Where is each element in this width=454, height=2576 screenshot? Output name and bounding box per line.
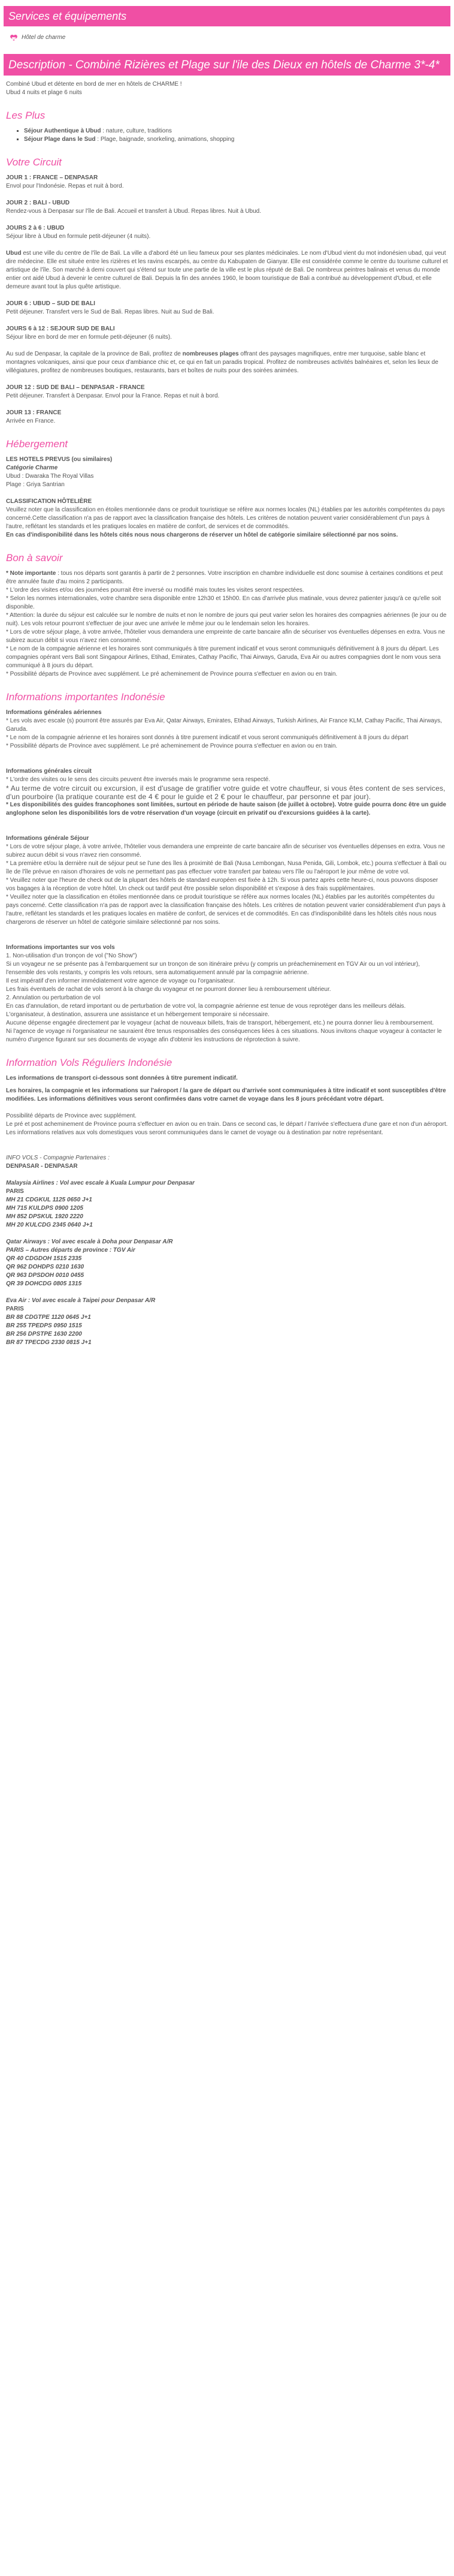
- guide-note: * Les disponibilités des guides francophones sont limitées, surtout en période de haute saison (de juillet à octobre). Votre guide pourra donc être un guide anglophone selon les disponibilités lors de votre réservation d'un voyage (circuit en privatif ou d'excursions guidées à la carte).: [6, 802, 446, 817]
- day-heading: JOUR 12 : SUD DE BALI – DENPASAR - FRANCE: [6, 384, 145, 391]
- flight-line: QR 39 DOHCDG 0805 1315: [6, 1281, 82, 1287]
- vols-info-title: Informations importantes sur vos vols: [6, 944, 115, 951]
- intro: [0, 80, 454, 97]
- flight-line: QR 962 DOHDPS 0210 1630: [6, 1264, 84, 1270]
- intro-line: Combiné Ubud et détente en bord de mer en hôtels de CHARME !: [6, 81, 182, 88]
- vols-paragraph: Possibilité départs de Province avec supplément.: [6, 1113, 137, 1119]
- hotel-charm-icon: [10, 34, 18, 41]
- infos-section: [0, 691, 454, 1044]
- flight-line: BR 87 TPECDG 2330 0815 J+1: [6, 1339, 92, 1346]
- intro-line: Ubud 4 nuits et plage 6 nuits: [6, 89, 82, 96]
- vols-line: Les frais éventuels de rachat de vols seront à la charge du voyageur et ne pourront donner lieu à remboursement ultérieur.: [6, 986, 331, 993]
- plus-section: [0, 109, 454, 144]
- day-heading: JOUR 2 : BALI - UBUD: [6, 200, 70, 206]
- day-text: Petit déjeuner. Transfert vers le Sud de Bali. Repas libres. Nuit au Sud de Bali.: [6, 309, 214, 315]
- plus-list: [24, 127, 448, 144]
- circuit-section: [0, 156, 454, 426]
- bon-line: * Possibilité départs de Province avec supplément. Le pré acheminement de Province pourra s'effectuer en avion ou en train.: [6, 671, 338, 677]
- classification-note: En cas d'indisponibilité dans les hôtels cités nous nous chargerons de réserver un hôtel de catégorie similaire sélectionné par nos soins.: [6, 532, 398, 538]
- flight-line: BR 256 DPSTPE 1630 2200: [6, 1331, 82, 1337]
- sejour-info-title: Informations générale Séjour: [6, 835, 89, 842]
- day-heading: JOUR 13 : FRANCE: [6, 409, 62, 416]
- day-heading: JOUR 6 : UBUD – SUD DE BALI: [6, 300, 95, 307]
- infos-title: Informations importantes Indonésie: [6, 691, 165, 703]
- hotel-plage: Plage : Griya Santrian: [6, 481, 65, 488]
- vols-line: 2. Annulation ou perturbation de vol: [6, 995, 101, 1001]
- sejour-line: * La première et/ou la dernière nuit de séjour peut se l'une des îles à proximité de Bali (Nusa Lembongan, Nusa Penida, Gili, Lombok, etc.) pourra s'effectuer à Bali ou île de l'île prévue en raison d'horaires de vols ne permettant pas pas effectuer votre transfert par bateau vers l'île ou l'aéroport le jour même de votre vol.: [6, 860, 447, 875]
- vols-bold-2: Les horaires, la compagnie et les informations sur l'aéroport / la gare de départ ou d'arrivée sont communiquées à titre indicatif et sont susceptibles d'être modifiées. Les informations définitives vous seront confirmées dans votre carnet de voyage dans les 8 jours précédant votre départ.: [6, 1087, 446, 1102]
- day-heading: JOURS 2 à 6 : UBUD: [6, 225, 65, 231]
- services-banner: Services et équipements: [4, 6, 450, 26]
- air-line: * Le nom de la compagnie aérienne et les horaires sont donnés à titre purement indicatif et vous seront communiqués définitivement à 8 jours du départ: [6, 734, 408, 741]
- vols-bold-1: Les informations de transport ci-dessous sont données à titre purement indicatif.: [6, 1075, 238, 1081]
- circuit-info-line: * L'ordre des visites ou le sens des circuits peuvent être inversés mais le programme sera respecté.: [6, 776, 270, 783]
- ubud-description: Ubud est une ville du centre de l'île de Bali. La ville a d'abord été un lieu fameux pour ses plantes médicinales. Le nom d'Ubud vient du mot indonésien ubad, qui veut dire médecine. Elle est située entre les rizières et les ravins escarpés, au centre du Kabupaten de Gianyar. Elle est considérée comme le centre du tourisme culturel et artistique de l'île. Son marché à demi couvert qui s'étend sur toute une partie de la ville est le plus réputé de Bali. De nombreux peintres balinais et venus du monde entier ont aidé Ubud à devenir le centre culturel de Bali. Depuis la fin des années 1960, le boom touristique de Bali a contribué au développement d'Ubud, et elle demeure avant tout la plus quête artistique.: [6, 250, 448, 290]
- flight-line: QR 40 CDGDOH 1515 2335: [6, 1255, 82, 1262]
- flight-line: PARIS: [6, 1188, 24, 1195]
- hotel-ubud: Ubud : Dwaraka The Royal Villas: [6, 473, 94, 480]
- page: [0, 6, 454, 1359]
- vols-paragraph: Les informations relatives aux vols domestiques vous seront communiquées dans le carnet de voyage ou à destination par notre représentant.: [6, 1129, 383, 1136]
- vols-paragraph: Le pré et post acheminement de Province pourra s'effectuer en avion ou en train. Dans ce second cas, le départ / l'arrivée s'effectuera d'une gare et non d'un aéroport.: [6, 1121, 448, 1128]
- flight-line: BR 255 TPEDPS 0950 1515: [6, 1322, 82, 1329]
- airline-heading: Malaysia Airlines : Vol avec escale à Kuala Lumpur pour Denpasar: [6, 1180, 195, 1186]
- bon-line: * Note importante : tous nos départs sont garantis à partir de 2 personnes. Votre inscription en chambre individuelle est donc soumise à certaines conditions et peut être annulée faute d'au moins 2 participants.: [6, 570, 443, 585]
- flight-line: BR 88 CDGTPE 1120 0645 J+1: [6, 1314, 91, 1321]
- airline-heading: Qatar Airways : Vol avec escale à Doha pour Denpasar A/R: [6, 1239, 173, 1245]
- sejour-line: * Veuillez noter que la classification en étoiles mentionnée dans ce produit touristique se réfère aux normes locales (NL) établies par les autorités compétentes du pays concerné. Cette classification n'a pas de rapport avec la classification française des hôtels. Les critères de notation peuvent varier considérablement d'un pays à l'autre, reflétant les standards et les pratiques locales en matière de confort, de services et de commodités. En cas d'indisponibilité dans les hôtels cités nous nous chargerons de réserver un hôtel de catégorie similaire sélectionné par nos soins.: [6, 894, 446, 926]
- bon-title: Bon à savoir: [6, 552, 63, 564]
- vols-section: [0, 1056, 454, 1347]
- flight-line: MH 21 CDGKUL 1125 0650 J+1: [6, 1197, 92, 1203]
- bon-section: [0, 552, 454, 679]
- vols-line: L'organisateur, à destination, assurera une assistance et un hébergement temporaire si nécessaire.: [6, 1011, 270, 1018]
- day-text: Petit déjeuner. Transfert à Denpasar. Envol pour la France. Repas et nuit à bord.: [6, 393, 220, 399]
- airline-heading: Eva Air : Vol avec escale à Taipei pour Denpasar A/R: [6, 1297, 156, 1304]
- vols-line: Ni l'agence de voyage ni l'organisateur ne sauraient être tenus responsables des conséquences liées à ces situations. Nous invitons chaque voyageur à contacter le numéro d'urgence figurant sur ses documents de voyage afin d'obtenir les instructions de réprotection à suivre.: [6, 1028, 442, 1043]
- vols-line: Si un voyageur ne se présente pas à l'embarquement sur un tronçon de son itinéraire prévu (y compris un préacheminement en TGV Air ou un vol intérieur), l'ensemble des vols restants, y compris les vols retours, sera automatiquement annulé par la compagnie aérienne.: [6, 961, 420, 976]
- sejour-line: * Veuillez noter que l'heure de check out de la plupart des hôtels de standard européen est fixée à 12h. Si vous partez après cette heure-ci, nous pouvons disposer vos bagages à la réception de votre hôtel. Un check out tardif peut être possible selon disponibilité et s'expose à des frais supplémentaires.: [6, 877, 438, 892]
- flight-line: MH 715 KULDPS 0900 1205: [6, 1205, 83, 1212]
- air-line: * Possibilité départs de Province avec supplément. Le pré acheminement de Province pourra s'effectuer en avion ou en train.: [6, 743, 338, 749]
- bon-line: * Lors de votre séjour plage, à votre arrivée, l'hôtelier vous demandera une empreinte de carte bancaire afin de sécuriser vos éventuelles dépenses en extra. Vous ne subirez aucun débit si vous n'avez rien consommé.: [6, 629, 445, 644]
- flight-line: QR 963 DPSDOH 0010 0455: [6, 1272, 84, 1279]
- bon-line: * Le nom de la compagnie aérienne et les horaires sont communiqués à titre purement indicatif et vous seront communiqués définitivement à 8 jours du départ. Les compagnies opérant vers Bali sont Singapour Airlines, Etihad, Emirates, Cathay Pacific, Thai Airways, Garuda, Eva Air ou autres compagnies dont le nom vous sera communiqué à 8 jours du départ.: [6, 646, 441, 669]
- day-text: Rendez-vous à Denpasar sur l'île de Bali. Accueil et transfert à Ubud. Repas libres. Nuit à Ubud.: [6, 208, 262, 215]
- service-label: Hôtel de charme: [22, 34, 66, 41]
- sud-description: Au sud de Denpasar, la capitale de la province de Bali, profitez de nombreuses plages offrant des paysages magnifiques, entre mer turquoise, sable blanc et montagnes volcaniques, ainsi que pour ceux d'ambiance chic et, ce qui en fait un paradis tropical. Profitez de nombreuses activités balnéaires et, selon les lieux de villégiatures, profitez de nombreuses boutiques, restaurants, bars et boîtes de nuits pour des soirées animées.: [6, 351, 438, 374]
- vols-line: 1. Non-utilisation d'un tronçon de vol ("No Show"): [6, 953, 137, 959]
- bon-line: * L'ordre des visites et/ou des journées pourrait être inversé ou modifié mais toutes les visites seront respectées.: [6, 587, 304, 593]
- category: Catégorie Charme: [6, 465, 58, 471]
- route: DENPASAR - DENPASAR: [6, 1163, 78, 1170]
- hotels-title: LES HOTELS PREVUS (ou similaires): [6, 456, 113, 463]
- plus-title: Les Plus: [6, 110, 46, 121]
- circuit-title: Votre Circuit: [6, 156, 62, 168]
- air-title: Informations générales aériennes: [6, 709, 102, 716]
- air-line: * Les vols avec escale (s) pourront être assurés par Eva Air, Qatar Airways, Emirates, Etihad Airways, Turkish Airlines, Air France KLM, Cathay Pacific, Thai Airways, Garuda.: [6, 718, 442, 733]
- sejour-line: * Lors de votre séjour plage, à votre arrivée, l'hôtelier vous demandera une empreinte de carte bancaire afin de sécuriser vos éventuelles dépenses en extra. Vous ne subirez aucun débit si vous n'avez rien consommé.: [6, 843, 445, 858]
- bon-line: * Selon les normes internationales, votre chambre sera disponible entre 12h30 et 15h00. En cas d'arrivée plus matinale, vous devrez patienter jusqu'à ce qu'elle soit disponible.: [6, 595, 441, 610]
- description-banner: Description - Combiné Rizières et Plage sur l'ile des Dieux en hôtels de Charme 3*-4*: [4, 54, 450, 76]
- list-item: ▪ Séjour Plage dans le Sud : Plage, baignade, snorkeling, animations, shopping: [24, 135, 448, 144]
- day-text: Arrivée en France.: [6, 418, 56, 424]
- vols-title: Information Vols Réguliers Indonésie: [6, 1057, 172, 1068]
- vols-line: En cas d'annulation, de retard important ou de perturbation de votre vol, la compagnie aérienne est tenue de vous reprotéger dans les meilleurs délais.: [6, 1003, 406, 1010]
- day-text: Séjour libre en bord de mer en formule petit-déjeuner (6 nuits).: [6, 334, 172, 341]
- bon-line: * Attention: la durée du séjour est calculée sur le nombre de nuits et non le nombre de jours qui peut varier selon les horaires des compagnies aériennes (le jour ou de nuit). Les vols retour pourront s'effectuer de jour avec une arrivée le même jour ou le lendemain selon les horaires.: [6, 612, 447, 627]
- list-item: ▪ Séjour Authentique à Ubud : nature, culture, traditions: [24, 127, 448, 135]
- day-heading: JOUR 1 : FRANCE – DENPASAR: [6, 174, 98, 181]
- flight-line: PARIS – Autres départs de province : TGV Air: [6, 1247, 135, 1254]
- service-item: [0, 26, 454, 54]
- flight-line: PARIS: [6, 1306, 24, 1312]
- hebergement-section: [0, 438, 454, 540]
- tip-note: * Au terme de votre circuit ou excursion, il est d'usage de gratifier votre guide et votre chauffeur, si vous êtes content de ses services, d'un pourboire (la pratique courante est de 4 € pour le guide et 2 € pour le chauffeur, par personne et par jour).: [6, 784, 446, 801]
- day-heading: JOURS 6 à 12 : SEJOUR SUD DE BALI: [6, 326, 115, 332]
- vols-line: Aucune dépense engagée directement par le voyageur (achat de nouveaux billets, frais de transport, hébergement, etc.) ne pourra donner lieu à remboursement.: [6, 1020, 434, 1026]
- vols-line: Il est impératif d'en informer immédiatement votre agence de voyage ou l'organisateur.: [6, 978, 235, 984]
- info-vols-title: INFO VOLS - Compagnie Partenaires :: [6, 1155, 110, 1161]
- hebergement-title: Hébergement: [6, 438, 68, 450]
- day-text: Envol pour l'Indonésie. Repas et nuit à bord.: [6, 183, 124, 189]
- classification-title: CLASSIFICATION HÔTELIÈRE: [6, 498, 92, 505]
- circuit-info-title: Informations générales circuit: [6, 768, 92, 775]
- flight-line: MH 20 KULCDG 2345 0640 J+1: [6, 1222, 93, 1228]
- flight-line: MH 852 DPSKUL 1920 2220: [6, 1213, 83, 1220]
- day-text: Séjour libre à Ubud en formule petit-déjeuner (4 nuits).: [6, 233, 151, 240]
- classification-text: Veuillez noter que la classification en étoiles mentionnée dans ce produit touristique se réfère aux normes locales (NL) établies par les autorités compétentes du pays concerné.Cette classification n'a pas de rapport avec la classification française des hôtels. Les critères de notation peuvent varier considérablement d'un pays à l'autre, reflétant les standards et les pratiques locales en matière de confort, de services et de commodités.: [6, 507, 445, 530]
